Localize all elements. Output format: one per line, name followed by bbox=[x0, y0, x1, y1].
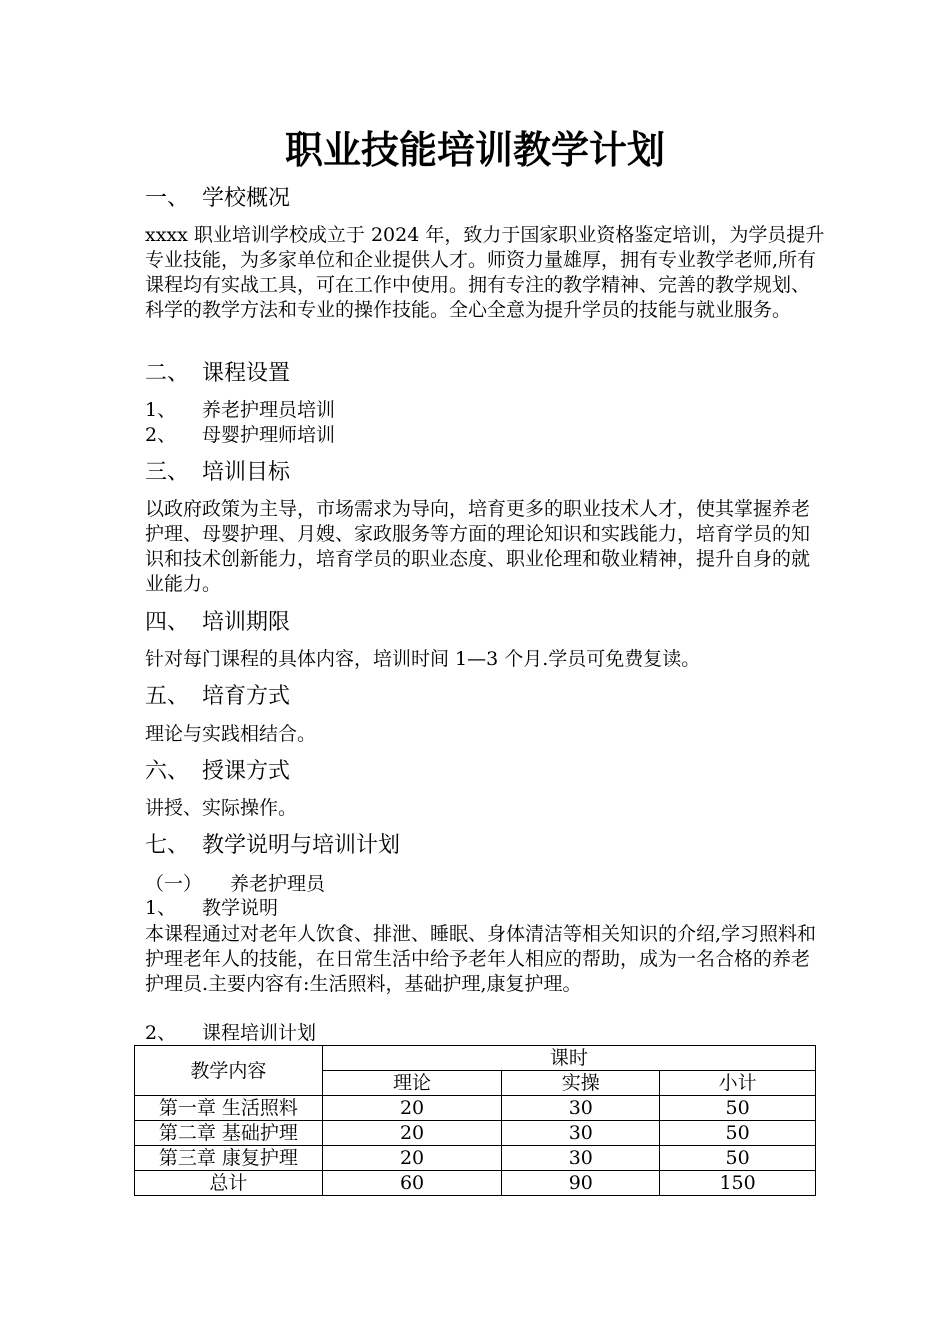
cell-practice: 30 bbox=[502, 1096, 660, 1121]
cell-content: 第三章 康复护理 bbox=[135, 1146, 323, 1171]
list-item-label: 母婴护理师培训 bbox=[202, 424, 336, 446]
cell-practice: 90 bbox=[502, 1171, 660, 1196]
header-cell-subtotal: 小计 bbox=[660, 1071, 816, 1096]
table-row bbox=[135, 1121, 816, 1146]
section-title: 授课方式 bbox=[202, 759, 291, 784]
table-row bbox=[135, 1096, 816, 1121]
list-item bbox=[145, 1022, 316, 1044]
section-number: 二、 bbox=[145, 361, 190, 386]
list-item-label: 教学说明 bbox=[202, 897, 279, 919]
cell-practice: 30 bbox=[502, 1146, 660, 1171]
table-row bbox=[135, 1146, 816, 1171]
cell-subtotal: 50 bbox=[660, 1146, 816, 1171]
list-item bbox=[145, 399, 335, 421]
section-number: 六、 bbox=[145, 759, 190, 784]
table-header-row bbox=[135, 1046, 816, 1071]
course-plan-table bbox=[134, 1045, 816, 1196]
section-title: 培训期限 bbox=[202, 610, 291, 635]
section-heading-training-method bbox=[145, 682, 290, 712]
cell-theory: 20 bbox=[322, 1096, 502, 1121]
cell-subtotal: 150 bbox=[660, 1171, 816, 1196]
teaching-method-paragraph: 讲授、实际操作。 bbox=[145, 797, 298, 819]
training-period-paragraph: 针对每门课程的具体内容，培训时间 1—3 个月.学员可免费复读。 bbox=[145, 648, 701, 670]
header-cell-content: 教学内容 bbox=[135, 1046, 323, 1096]
header-cell-practice: 实操 bbox=[502, 1071, 660, 1096]
section-title: 教学说明与培训计划 bbox=[202, 833, 401, 858]
section-title: 学校概况 bbox=[202, 186, 291, 211]
cell-content: 总计 bbox=[135, 1171, 323, 1196]
document-title: 职业技能培训教学计划 bbox=[284, 127, 665, 172]
list-item-label: 课程培训计划 bbox=[202, 1022, 317, 1044]
section-heading-teaching-plan bbox=[145, 831, 400, 861]
section-heading-course-setup bbox=[145, 359, 290, 389]
section-number: 三、 bbox=[145, 460, 190, 485]
section-heading-training-period bbox=[145, 608, 290, 638]
subsection-title: 养老护理员 bbox=[230, 873, 326, 895]
section-heading-teaching-method bbox=[145, 757, 290, 787]
cell-practice: 30 bbox=[502, 1121, 660, 1146]
list-item-label: 养老护理员培训 bbox=[202, 399, 336, 421]
list-item bbox=[145, 897, 278, 919]
subsection-elderly-care bbox=[145, 873, 325, 895]
section-number: 五、 bbox=[145, 684, 190, 709]
table-total-row bbox=[135, 1171, 816, 1196]
training-goals-paragraph: 以政府政策为主导，市场需求为导向，培育更多的职业技术人才，使其掌握养老护理、母婴护理、月嫂、家政服务等方面的理论知识和实践能力，培育学员的知识和技术创新能力，培育学员的职业态度、职业伦理和敬业精神，提升自身的就业能力。 bbox=[145, 498, 811, 595]
list-item bbox=[145, 424, 335, 446]
list-item-number: 2、 bbox=[145, 424, 177, 446]
header-cell-hours: 课时 bbox=[322, 1046, 815, 1071]
school-overview-paragraph: xxxx 职业培训学校成立于 2024 年，致力于国家职业资格鉴定培训，为学员提升专业技能，为多家单位和企业提供人才。师资力量雄厚，拥有专业教学老师,所有课程均有实战工具，可在工作中使用。拥有专注的教学精神、完善的教学规划、科学的教学方法和专业的操作技能。全心全意为提升学员的技能与就业服务。 bbox=[145, 224, 825, 321]
list-item-number: 2、 bbox=[145, 1022, 177, 1044]
header-cell-theory: 理论 bbox=[322, 1071, 502, 1096]
cell-theory: 20 bbox=[322, 1146, 502, 1171]
section-number: 七、 bbox=[145, 833, 190, 858]
cell-content: 第二章 基础护理 bbox=[135, 1121, 323, 1146]
cell-content: 第一章 生活照料 bbox=[135, 1096, 323, 1121]
section-title: 课程设置 bbox=[202, 361, 291, 386]
subsection-number: （一） bbox=[145, 873, 203, 895]
section-title: 培育方式 bbox=[202, 684, 291, 709]
section-heading-school-overview bbox=[145, 184, 290, 214]
section-number: 四、 bbox=[145, 610, 190, 635]
cell-subtotal: 50 bbox=[660, 1121, 816, 1146]
cell-subtotal: 50 bbox=[660, 1096, 816, 1121]
teaching-description-paragraph: 本课程通过对老年人饮食、排泄、睡眠、身体清洁等相关知识的介绍,学习照料和护理老年人的技能，在日常生活中给予老年人相应的帮助，成为一名合格的养老护理员.主要内容有:生活照料，基础护理,康复护理。 bbox=[145, 923, 817, 995]
training-method-paragraph: 理论与实践相结合。 bbox=[145, 723, 317, 745]
cell-theory: 60 bbox=[322, 1171, 502, 1196]
list-item-number: 1、 bbox=[145, 897, 177, 919]
cell-theory: 20 bbox=[322, 1121, 502, 1146]
section-number: 一、 bbox=[145, 186, 190, 211]
section-heading-training-goals bbox=[145, 458, 290, 488]
section-title: 培训目标 bbox=[202, 460, 291, 485]
list-item-number: 1、 bbox=[145, 399, 177, 421]
